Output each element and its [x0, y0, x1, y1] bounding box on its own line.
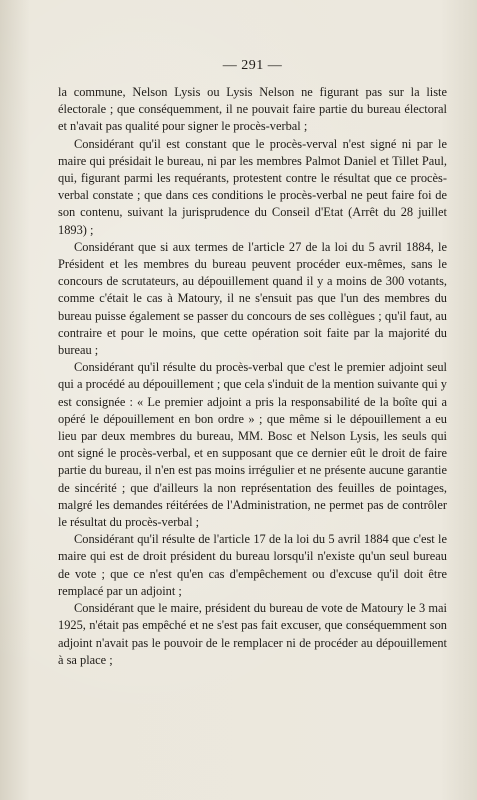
paragraph-considerant-depouillement: Considérant qu'il résulte du procès-verbal que c'est le premier adjoint seul qui a procédé au dépouillement ; que cela s'induit de la mention suivante qui y est consignée : « Le premier adjoint a pris la responsabilité de la boîte qui a opéré le dépouillement en bon ordre » ; que même si le dépouillement a eu lieu par deux membres du bureau, MM. Bosc et Nelson Lysis, les seuls qui ont signé le procès-verbal, et en supposant que ce dernier eût le droit de faire partie du bureau, il n'en est pas moins irrégulier et ne présente aucune garantie de sincérité ; que d'ailleurs la non représentation des feuilles de pointages, malgré les demandes réitérées de l'Administration, ne permet pas de contrôler le résultat du procès-verbal ; [58, 360, 447, 530]
page-number: — 291 — [222, 58, 283, 73]
body-text [58, 84, 447, 669]
paragraph-considerant-article-27: Considérant que si aux termes de l'article 27 de la loi du 5 avril 1884, le Président et les membres du bureau peuvent procéder eux-mêmes, sans le concours de scrutateurs, au dépouillement quand il y a moins de 300 votants, comme c'était le cas à Matoury, il ne s'ensuit pas que l'un des membres du bureau puisse également se passer du concours de ses collègues ; qu'il faut, au contraire et pour le moins, que cette opération soit faite par la majorité du bureau ; [58, 239, 447, 358]
paragraph-considerant-article-17: Considérant qu'il résulte de l'article 17 de la loi du 5 avril 1884 que c'est le maire qui est de droit président du bureau lorsqu'il n'existe qu'un seul bureau de vote ; que ce n'est qu'en cas d'empêchement ou d'excuse qu'il doit être remplacé par un adjoint ; [58, 532, 447, 598]
paragraph-continuation: la commune, Nelson Lysis ou Lysis Nelson ne figurant pas sur la liste électorale ; que conséquemment, il ne pouvait faire partie du bureau électoral et n'avait pas qualité pour signer le procès-verbal ; [58, 85, 447, 134]
paragraph-considerant-maire: Considérant que le maire, président du bureau de vote de Matoury le 3 mai 1925, n'était pas empêché et ne s'est pas fait excuser, que conséquemment son adjoint n'avait pas le pouvoir de le remplacer ni de procéder au dépouillement à sa place ; [58, 601, 447, 667]
paragraph-considerant-proces-verbal: Considérant qu'il est constant que le procès-verval n'est signé ni par le maire qui présidait le bureau, ni par les membres Palmot Daniel et Tillet Paul, qui, figurant parmi les requérants, protestent contre le résultat que ce procès-verbal constate ; que dans ces conditions le procès-verbal ne peut faire foi de son contenu, suivant la jurisprudence du Conseil d'Etat (Arrêt du 28 juillet 1893) ; [58, 136, 447, 237]
